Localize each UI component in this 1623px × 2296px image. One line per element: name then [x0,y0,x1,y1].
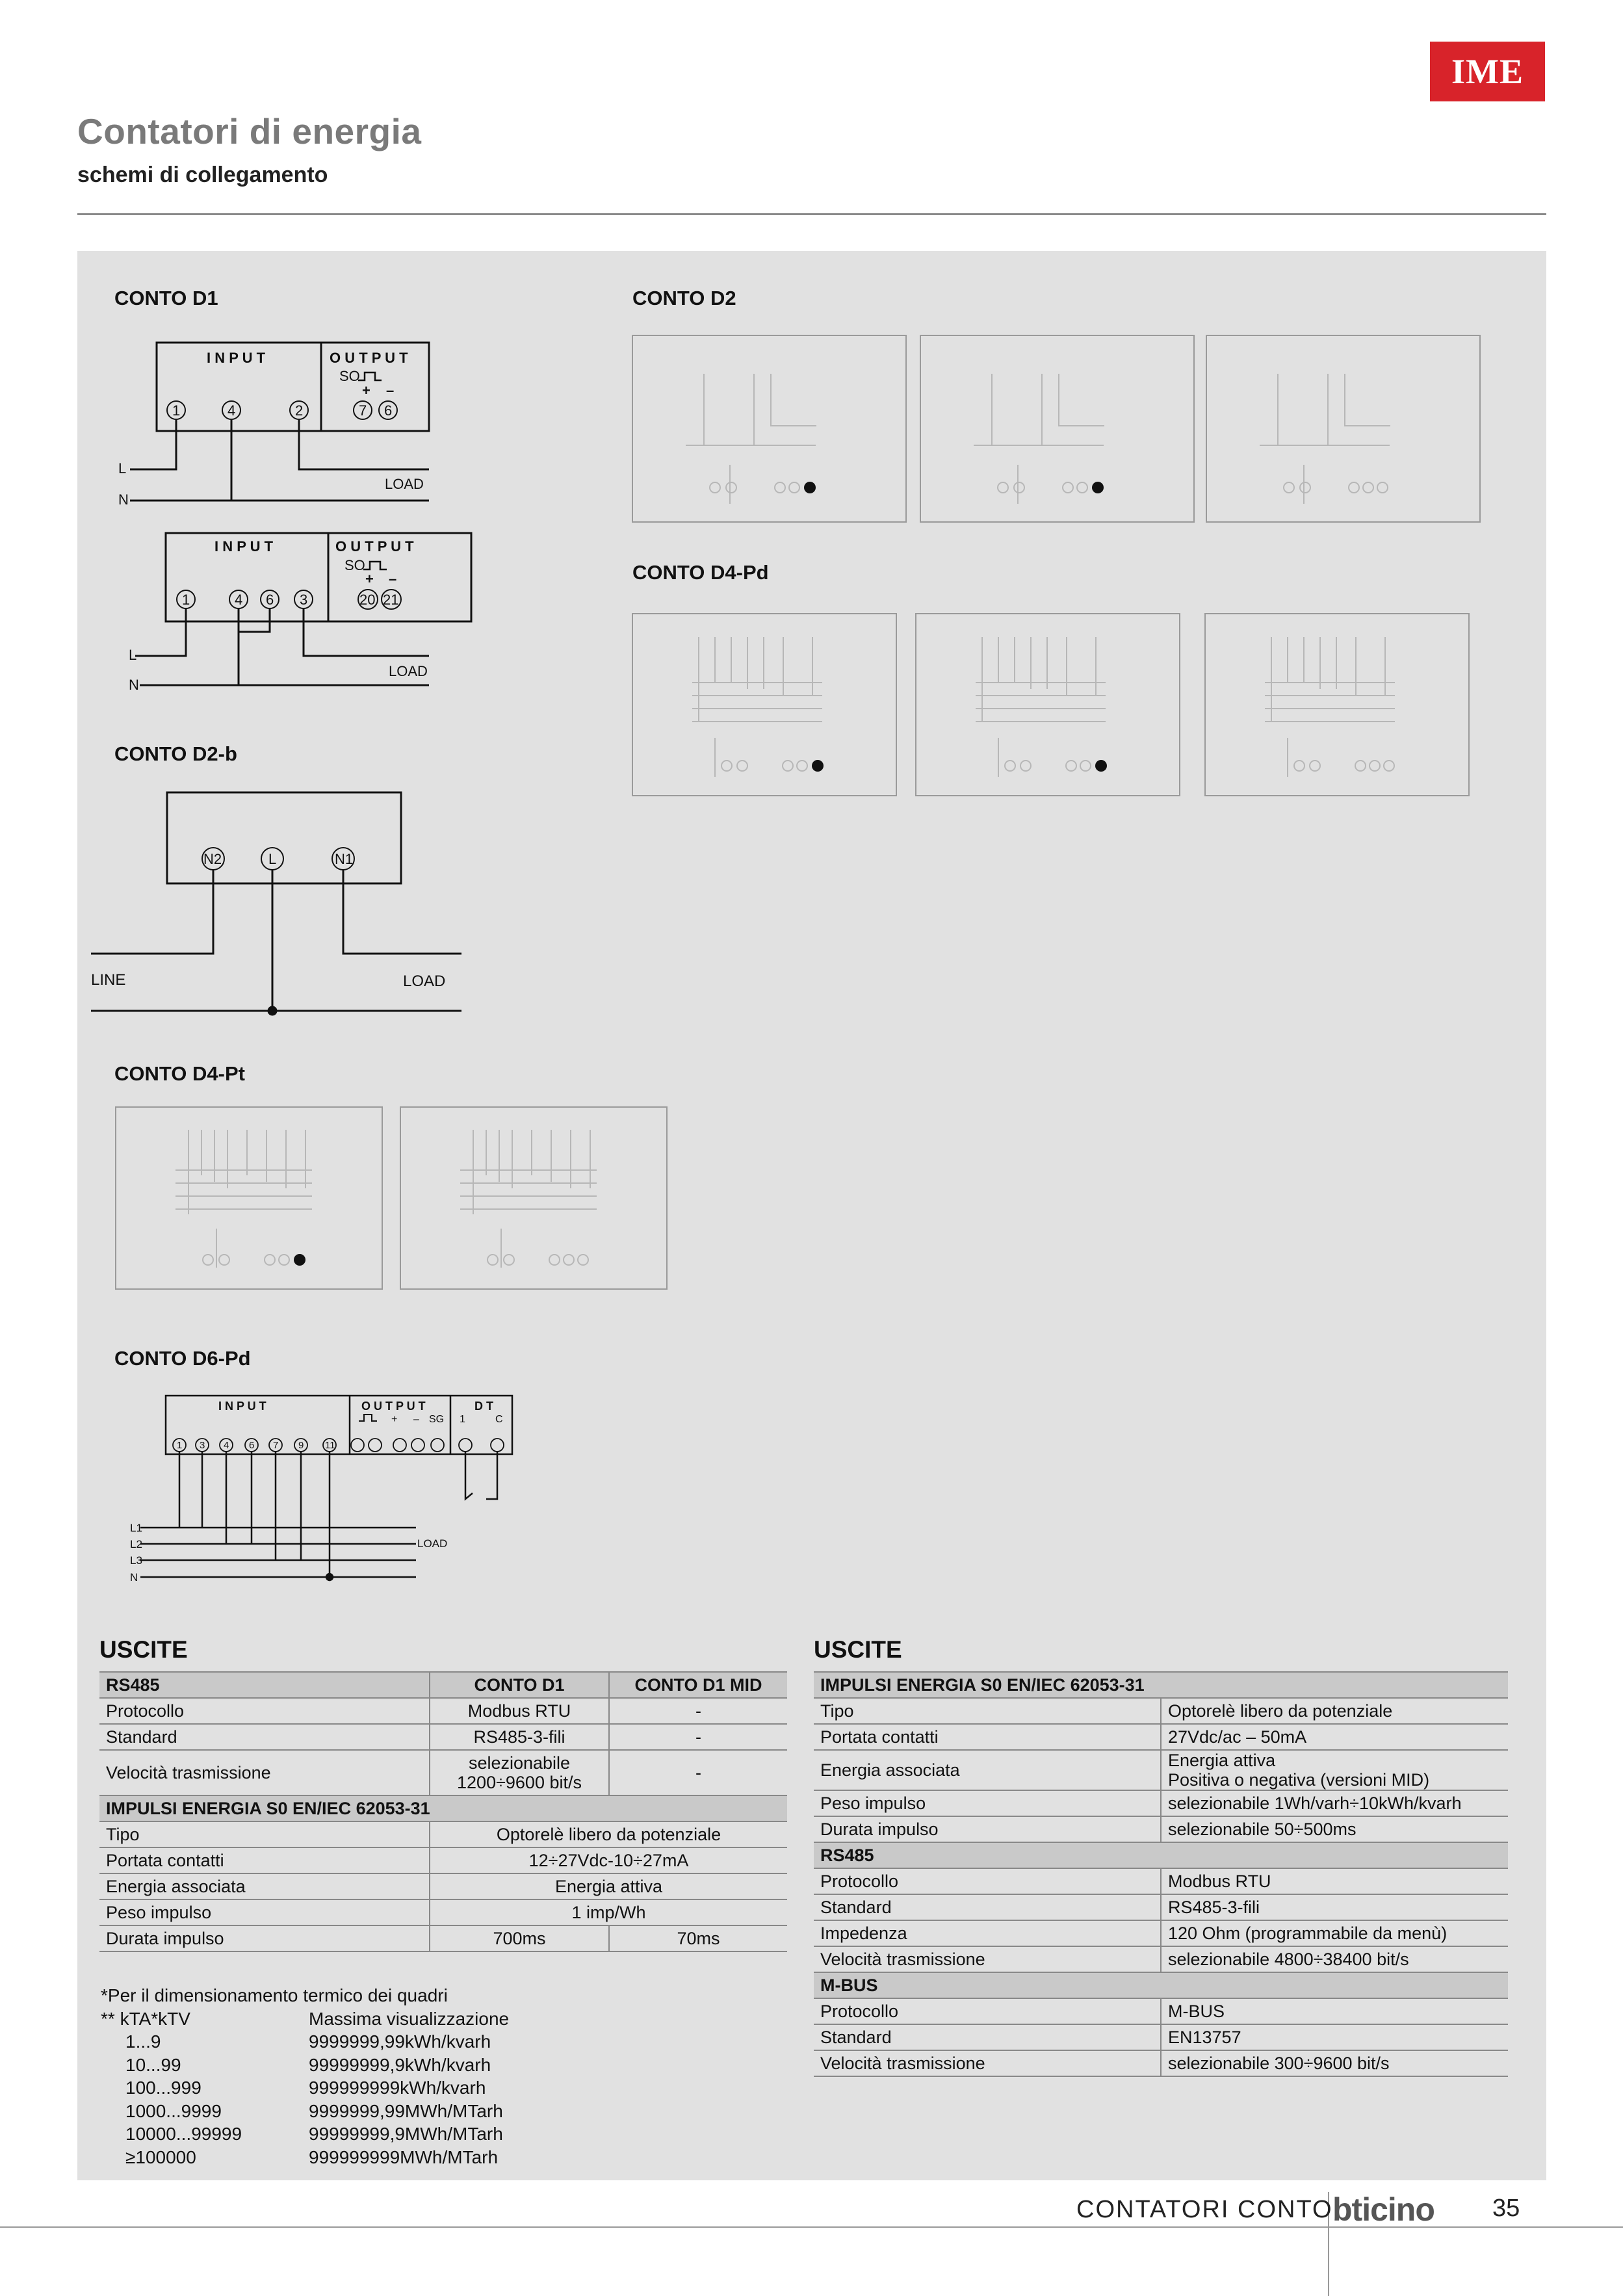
right-uscite-heading: USCITE [814,1636,902,1663]
label-conto-d4pd: CONTO D4-Pd [632,561,769,584]
col-rs485: RS485 [99,1672,430,1698]
svg-text:7: 7 [273,1440,279,1451]
svg-text:1: 1 [182,592,190,608]
svg-text:–: – [389,571,397,587]
svg-text:6: 6 [249,1440,255,1451]
svg-text:20: 20 [359,592,376,608]
svg-text:N: N [118,491,129,508]
svg-text:LOAD: LOAD [385,476,424,492]
svg-text:7: 7 [359,402,367,419]
col-conto-d1-mid: CONTO D1 MID [609,1672,787,1698]
svg-text:1: 1 [172,402,181,419]
conto-d4pt-diagrams [116,1107,667,1289]
svg-text:LOAD: LOAD [403,972,446,990]
svg-text:O U T P U T: O U T P U T [361,1400,426,1413]
table-row: Peso impulso 1 imp/Wh [99,1899,787,1925]
left-uscite-heading: USCITE [99,1636,188,1663]
label-conto-d2b: CONTO D2-b [114,742,237,765]
conto-d2-diagrams [632,335,1480,522]
table-row: Protocollo Modbus RTU - [99,1698,787,1724]
svg-text:C: C [495,1414,503,1425]
svg-text:+: + [365,571,374,587]
svg-text:L2: L2 [130,1538,142,1550]
svg-text:4: 4 [235,592,243,608]
svg-text:4: 4 [227,402,236,419]
label-conto-d6pd: CONTO D6-Pd [114,1347,251,1370]
table-row: Velocità trasmissione selezionabile 4800÷38400 bit/s [814,1946,1508,1972]
d1-plus: + [362,382,370,398]
svg-text:–: – [413,1414,419,1425]
table-row: Energia associata Energia attiva Positiva o negativa (versioni MID) [814,1750,1508,1790]
table-row: Standard RS485-3-fili - [99,1724,787,1750]
svg-text:3: 3 [300,592,308,608]
svg-text:N1: N1 [335,851,354,867]
table-section-row: IMPULSI ENERGIA S0 EN/IEC 62053-31 [99,1795,787,1821]
table-row: Durata impulso 700ms 70ms [99,1925,787,1951]
left-spec-table [99,1671,787,1952]
svg-text:LOAD: LOAD [417,1537,448,1550]
table-row: Energia associata Energia attiva [99,1873,787,1899]
svg-text:L: L [268,851,277,867]
svg-text:4: 4 [224,1440,229,1451]
table-row: Portata contatti 12÷27Vdc-10÷27mA [99,1847,787,1873]
svg-text:SO: SO [344,557,365,573]
page-subtitle: schemi di collegamento [77,163,328,187]
table-row: Durata impulso selezionabile 50÷500ms [814,1816,1508,1842]
table-header-row [99,1672,787,1698]
svg-text:2: 2 [295,402,304,419]
table-row: Impedenza 120 Ohm (programmabile da menù) [814,1920,1508,1946]
svg-text:LOAD: LOAD [389,663,428,679]
svg-text:SG: SG [429,1414,445,1425]
svg-text:LINE: LINE [91,971,126,989]
table-row: Peso impulso selezionabile 1Wh/varh÷10kWh/kvarh [814,1790,1508,1816]
svg-text:1: 1 [460,1414,465,1425]
svg-text:6: 6 [384,402,393,419]
table-row: Protocollo M-BUS [814,1998,1508,2024]
label-conto-d1: CONTO D1 [114,287,218,309]
table-row: Standard RS485-3-fili [814,1894,1508,1920]
d1-output-label: O U T P U T [330,350,408,366]
table-row: Standard EN13757 [814,2024,1508,2050]
label-conto-d2: CONTO D2 [632,287,736,309]
d1-minus: – [386,382,395,398]
page-number: 35 [1492,2195,1520,2222]
conto-d6pd-diagram [130,1396,512,1584]
table-row: Velocità trasmissione selezionabile 300÷9600 bit/s [814,2050,1508,2076]
ime-logo: IME [1430,42,1545,101]
svg-text:L: L [118,460,127,476]
svg-text:L1: L1 [130,1522,142,1534]
svg-text:11: 11 [325,1440,335,1451]
svg-text:O U T P U T: O U T P U T [335,538,414,554]
svg-text:L: L [129,647,137,663]
table-row: Protocollo Modbus RTU [814,1868,1508,1894]
bticino-logo: bticino [1332,2191,1435,2228]
svg-text:9: 9 [298,1440,304,1451]
svg-text:I N P U T: I N P U T [218,1400,266,1413]
svg-text:6: 6 [266,592,274,608]
svg-text:21: 21 [383,592,399,608]
svg-text:3: 3 [200,1440,205,1451]
svg-text:I N P U T: I N P U T [214,538,274,554]
conto-d1-diagram-b [129,533,471,693]
svg-text:N: N [129,677,139,693]
d1-input-label: I N P U T [207,350,266,366]
svg-text:N: N [130,1571,138,1584]
conto-d2b-diagram [91,792,461,1015]
svg-text:N2: N2 [203,851,222,867]
table-row: Velocità trasmissione selezionabile 1200÷9600 bit/s - [99,1750,787,1795]
table-row: Portata contatti 27Vdc/ac – 50mA [814,1724,1508,1750]
conto-d1-diagram-a [118,343,429,508]
svg-text:L3: L3 [130,1554,142,1567]
notes-block: *Per il dimensionamento termico dei quadri ** kTA*kTV Massima visualizzazione 1...9 9999999,99kWh/kvarh 10...99 99999999,9kWh/kvarh 100...999 999999999kWh/kvarh 1000...9999 9999999,99MWh/MTarh 10000...99999 99999999,9MWh/MTarh ≥100000 999999999MWh/MTarh [101,1985,510,2167]
d1-so-label: SO [339,368,360,384]
svg-text:D T: D T [474,1400,493,1413]
table-row: Tipo Optorelè libero da potenziale [814,1698,1508,1724]
table-row: Tipo Optorelè libero da potenziale [99,1821,787,1847]
conto-d4pd-diagrams [632,614,1469,796]
page-title: Contatori di energia [77,111,422,151]
svg-text:+: + [391,1414,398,1425]
footer-section: CONTATORI CONTO [1076,2196,1333,2223]
col-conto-d1: CONTO D1 [430,1672,609,1698]
right-spec-table: IMPULSI ENERGIA S0 EN/IEC 62053-31 Tipo Optorelè libero da potenziale Portata contatti 27Vdc/ac – 50mA Energia associata Energia attiva Positiva o negativa (versioni MID) Peso impulso selezionabile 1Wh/varh÷10kWh/kvarh Durata impulso selezionabile 50÷500ms RS485 Protocollo Modbus RTU Standard RS485-3-fili Impedenza 120 Ohm (programmabile da menù) Velocità trasmissione selezionabile 4800÷38400 bit/s M-BUS Protocollo M-BUS Standard EN13757 Velocità trasmissione selezionabile 300÷9600 bit/s [814,1671,1508,2077]
label-conto-d4pt: CONTO D4-Pt [114,1062,245,1085]
svg-text:1: 1 [177,1440,183,1451]
